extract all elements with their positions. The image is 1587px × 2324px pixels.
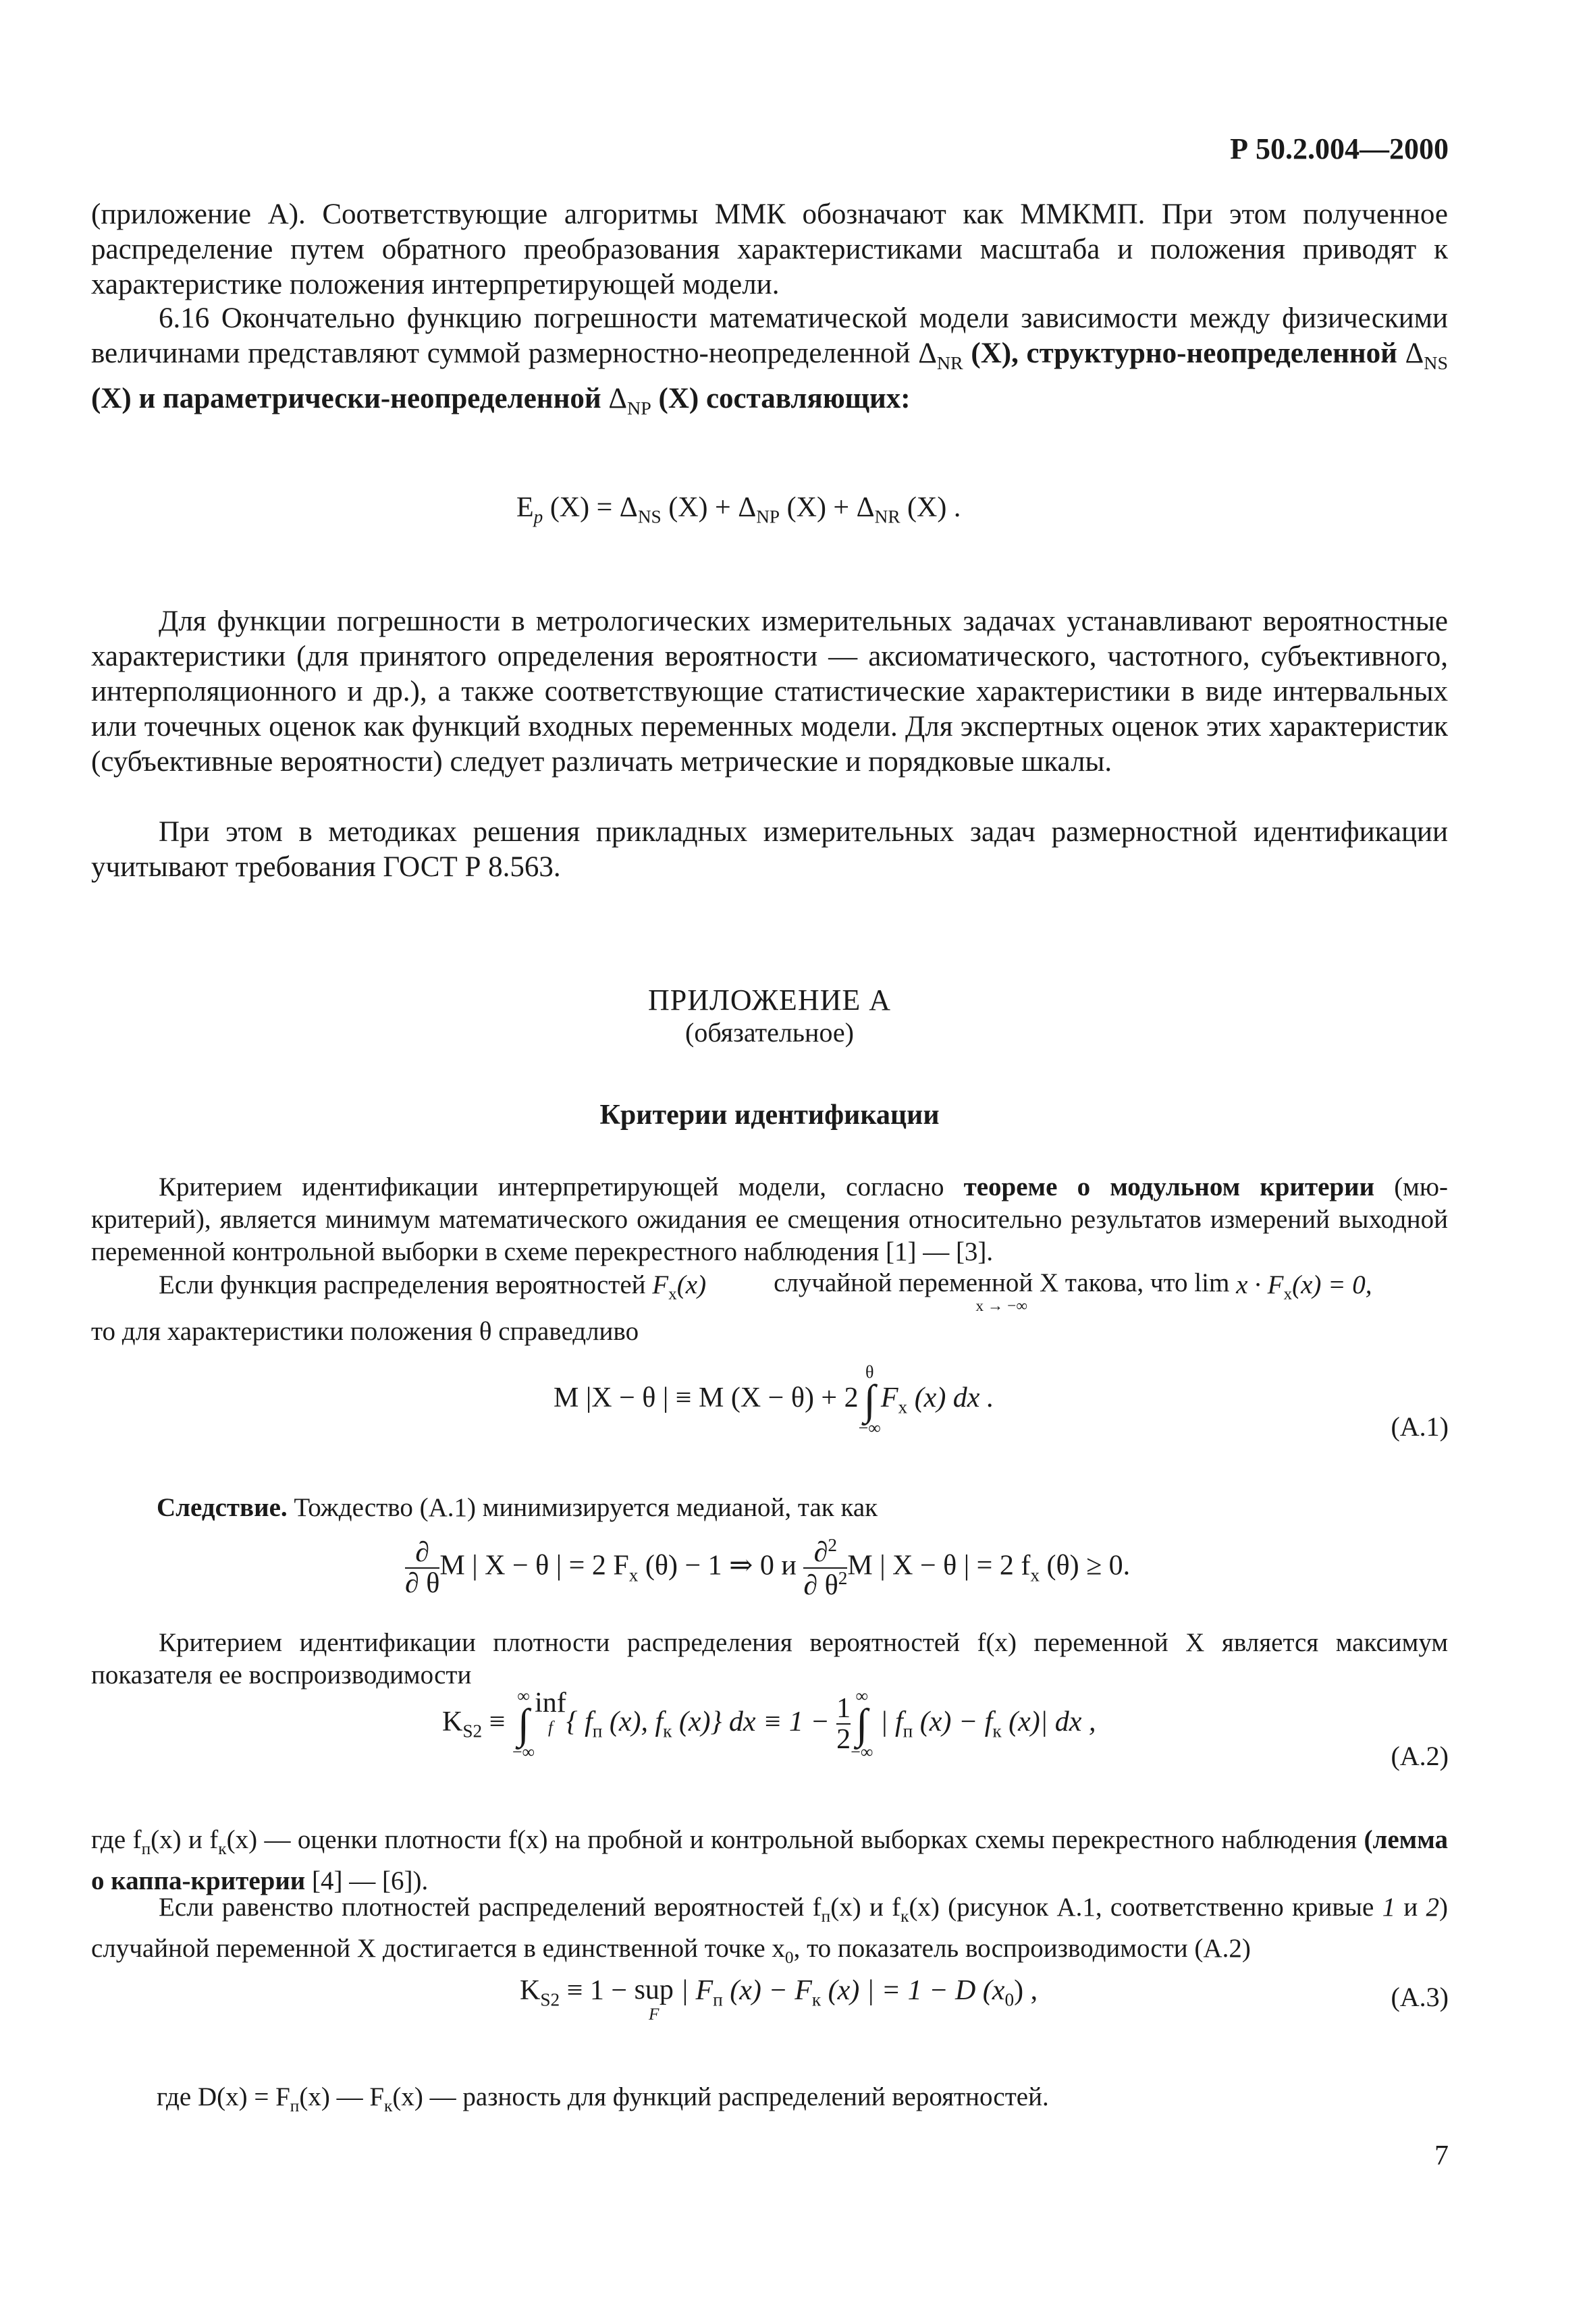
section-6-16-paragraph: 6.16 Окончательно функцию погрешности математической модели зависимости между физическими величинами представляют суммой размерностно-неопределенной $\Delta_{NR}$ (X), структурно-неопределенной $\Delta_{NS}$ (X) и параметрически-неопределенной $\Delta_{NP}$ (X) составляющих: [91, 302, 1448, 419]
corollary-equation: $\frac{\partial}{\partial \theta}$ M | X − θ | = 2 $F_x$ (θ) − 1 ⇒ 0 и $\frac{\partial^2}{\partial \theta^2}$ M | X − θ | = 2 $f_x$ (θ) ≥ 0. [405, 1535, 1131, 1602]
corollary-paragraph: Следствие. Тождество (А.1) минимизируется медианой, так как [157, 1493, 878, 1522]
appendix-title: ПРИЛОЖЕНИЕ А [647, 983, 892, 1017]
density-criterion-paragraph: Критерием идентификации плотности распределения вероятностей f(x) переменной X является максимум показателя ее воспроизводимости [91, 1628, 1448, 1690]
appendix-status: (обязательное) [685, 1017, 854, 1048]
equation-a2: $K_{S2}$ ≡ ∞ ∫ −∞ inf f { $f_п$ (x), $f_к$ (x)} dx ≡ 1 − $\frac{1}{2}$ ∞ ∫ −∞ | $f_п$ $(x) - f_к$ (x)| dx , [442, 1686, 1096, 1762]
error-function-equation: $E_p$ $(X) = \Delta_{NS}$ $(X) + \Delta_{NP}$ $(X) + \Delta_{NR}$ (X) . [516, 492, 961, 527]
equation-a1-number: (А.1) [1391, 1411, 1449, 1442]
equation-a3-number: (А.3) [1391, 1982, 1449, 2012]
equation-a2-number: (А.2) [1391, 1741, 1449, 1771]
mu-criterion-paragraph: Критерием идентификации интерпретирующей модели, согласно теореме о модульном критерии (мю-критерий), является минимум математического ожидания ее смещения относительно результатов измерений выходной переменной контрольной выборки в схеме перекрестного наблюдения [1] — [3]. [91, 1172, 1448, 1266]
page-number: 7 [1434, 2140, 1449, 2171]
intro-paragraph: (приложение А). Соответствующие алгоритмы ММК обозначают как ММКМП. При этом полученное распределение путем обратного преобразования характеристиками масштаба и положения приводят к характеристике положения интерпретирующей модели. [91, 198, 1448, 300]
difference-paragraph: где $D(x) = F_п(x)$ — $F_к(x)$ — разность для функций распределений вероятностей. [157, 2082, 1049, 2115]
appendix-heading: Критерии идентификации [599, 1100, 940, 1131]
gost-paragraph: При этом в методиках решения прикладных измерительных задач размерностной идентификации учитывают требования ГОСТ Р 8.563. [91, 816, 1448, 883]
equality-paragraph: Если равенство плотностей распределений вероятностей $f_п(x)$ и $f_к(x)$ (рисунок А.1, соответственно кривые 1 и 2) случайной переменной X достигается в единственной точке $x_0$, то показатель воспроизводимости (А.2) [91, 1893, 1449, 1967]
distribution-paragraph: Если функция распределения вероятностей $F_x(x)$ случайной переменной X такова, что lim x → −∞ $x \cdot F_x(x) = 0$, то для характеристики положения θ справедливо [91, 1268, 1372, 1346]
document-number: Р 50.2.004—2000 [1230, 132, 1449, 165]
metrology-paragraph: Для функции погрешности в метрологических измерительных задачах устанавливают вероятностные характеристики (для принятого определения вероятности — аксиоматического, частотного, субъективного, интерполяционного и др.), а также соответствующие статистические характеристики в виде интервальных или точечных оценок как функций входных переменных модели. Для экспертных оценок этих характеристик (субъективные вероятности) следует различать метрические и порядковые шкалы. [91, 605, 1448, 778]
estimates-paragraph: где $f_п(x)$ и $f_к(x)$ — оценки плотности f(x) на пробной и контрольной выборках схемы перекрестного наблюдения (лемма о каппа-критерии [4] — [6]). [91, 1825, 1448, 1895]
equation-a3: $K_{S2} \equiv 1$ − sup F | $F_п$ $(x) - F_к$ (x) | = 1 − D $(x_0)$ , [520, 1974, 1038, 2024]
equation-a1: M |X − θ | ≡ M (X − θ) + 2 θ ∫ −∞ $F_x$ (x) dx . [554, 1362, 994, 1438]
